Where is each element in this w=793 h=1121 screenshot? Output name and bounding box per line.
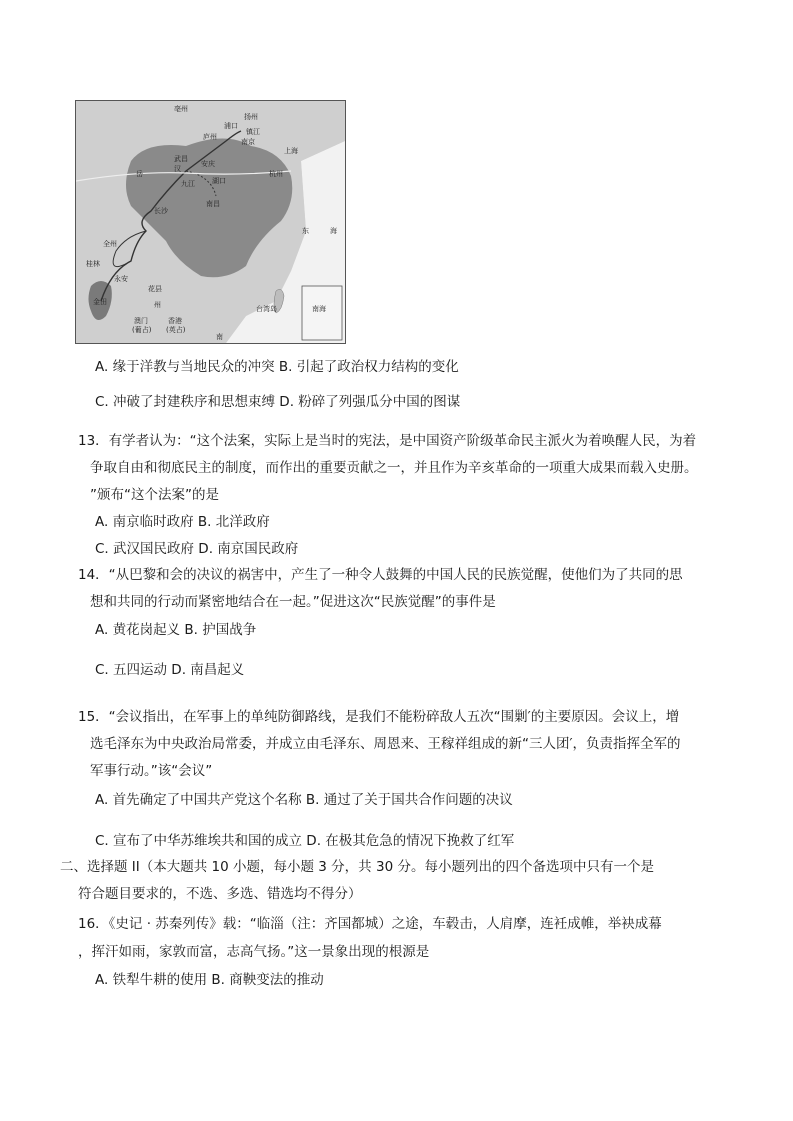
map-label-huaxian: 花县 [148,285,162,293]
map-label-nan: 南 [216,333,223,341]
map-label-anqing: 安庆 [201,160,215,168]
map-label-bozhou: 亳州 [174,105,188,113]
map-label-wuchang: 武昌 [174,155,188,163]
q16-stem-line1: 16．《史记 · 苏秦列传》载：“临淄（注：齐国都城）之途，车毂击，人肩摩，连衽成帷，举袂成幕 [78,916,662,932]
map-label-nanjing: 南京 [241,138,255,146]
q14-options-line1: A. 黄花岗起义 B. 护国战争 [95,622,257,638]
map-label-xianggang: 香港 [168,317,182,325]
map-label-nanhai: 南海 [312,305,326,313]
map-label-quanzhou: 全州 [103,240,117,248]
q16-options-line1: A. 铁犁牛耕的使用 B. 商鞅变法的推动 [95,972,324,988]
map-label-yue: 岳 [136,170,143,178]
section2-heading-line1: 二、选择题 II（本大题共 10 小题，每小题 3 分，共 30 分。每小题列出的四个备选项中只有一个是 [60,859,654,875]
south-sea-inset [302,286,342,340]
map-label-hanyang: 汉 [174,165,181,173]
map-label-aomen: 澳门 [134,317,148,325]
q13-options-line1: A. 南京临时政府 B. 北洋政府 [95,514,270,530]
taiping-map-figure [75,100,346,344]
q13-stem-line3: ”颁布“这个法案”的是 [90,487,219,503]
map-label-changsha: 长沙 [154,207,168,215]
map-label-jintian: 金田 [93,298,107,306]
map-label-dong: 东 [302,227,309,235]
map-svg [76,101,345,343]
map-label-hai: 海 [330,227,337,235]
map-label-guilin: 桂林 [86,260,100,268]
q13-options-line2: C. 武汉国民政府 D. 南京国民政府 [95,541,299,557]
map-label-jiujiang: 九江 [181,180,195,188]
q13-stem-line2: 争取自由和彻底民主的制度，而作出的重要贡献之一，并且作为辛亥革命的一项重大成果而载入史册。 [90,460,698,476]
q14-options-line2: C. 五四运动 D. 南昌起义 [95,662,245,678]
map-label-yangzhou: 扬州 [244,113,258,121]
q12-options-line1: A. 缘于洋教与当地民众的冲突 B. 引起了政治权力结构的变化 [95,359,459,375]
q15-options-line1: A. 首先确定了中国共产党这个名称 B. 通过了关于国共合作问题的决议 [95,792,513,808]
q15-stem-line3: 军事行动。”该“会议” [90,763,213,779]
q15-stem-line2: 选毛泽东为中央政治局常委，并成立由毛泽东、周恩来、王稼祥组成的新“三人团′，负责指挥全军的 [90,736,681,752]
map-label-shanghai: 上海 [284,147,298,155]
q15-options-line2: C. 宣布了中华苏维埃共和国的成立 D. 在极其危急的情况下挽救了红军 [95,833,515,849]
map-label-yongan: 永安 [114,275,128,283]
map-label-puko: 浦口 [224,122,238,130]
q15-stem-line1: 15．“会议指出，在军事上的单纯防御路线，是我们不能粉碎敌人五次“围剿′的主要原因。会议上，增 [78,709,680,725]
map-label-luzhou: 庐州 [203,133,217,141]
q14-stem-line2: 想和共同的行动而紧密地结合在一起。”促进这次“民族觉醒”的事件是 [90,594,496,610]
q13-stem-line1: 13．有学者认为：“这个法案，实际上是当时的宪法，是中国资产阶级革命民主派火为着唤醒人民，为着 [78,433,697,449]
map-label-zhenjiang: 镇江 [246,128,260,136]
section2-heading-line2: 符合题目要求的，不选、多选、错选均不得分） [78,886,362,902]
q14-stem-line1: 14．“从巴黎和会的决议的祸害中，产生了一种令人鼓舞的中国人民的民族觉醒，使他们为了共同的思 [78,567,683,583]
map-label-aomen-note: (葡占) [132,326,152,334]
map-label-taiwan: 台湾岛 [256,305,277,313]
map-label-guangzhou: 州 [154,301,161,309]
q16-stem-line2: ，挥汗如雨，家敦而富，志高气扬。”这一景象出现的根源是 [78,944,430,960]
map-label-hangzhou: 杭州 [269,170,283,178]
map-label-hukou: 湖口 [212,177,226,185]
map-label-nanchang: 南昌 [206,200,220,208]
q12-options-line2: C. 冲破了封建秩序和思想束缚 D. 粉碎了列强瓜分中国的图谋 [95,394,461,410]
map-label-xianggang-note: (英占) [166,326,186,334]
